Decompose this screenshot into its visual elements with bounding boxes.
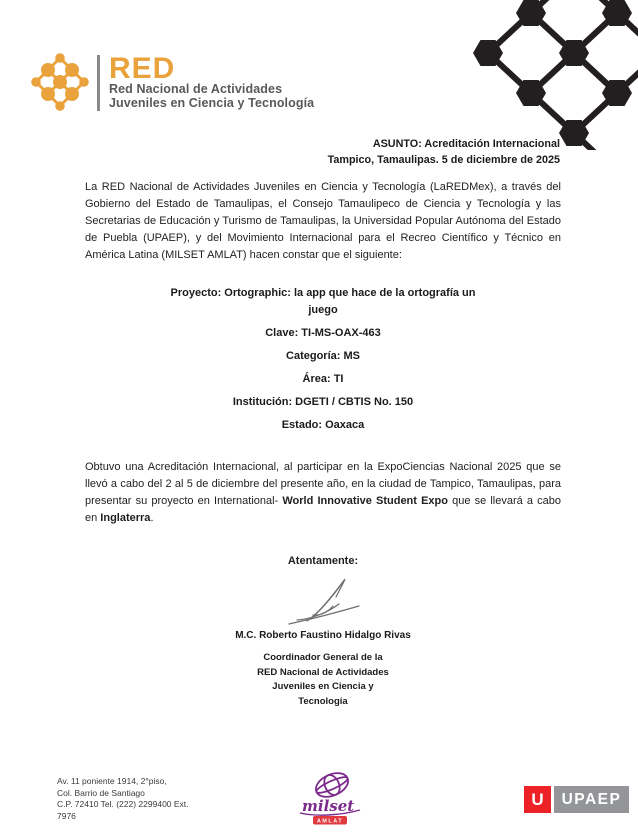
signatory-title-line2: RED Nacional de Actividades [257, 666, 389, 678]
detail-clave: Clave: TI-MS-OAX-463 [265, 327, 381, 339]
logo-subtitle-line1: Red Nacional de Actividades [109, 81, 283, 96]
result-text-1: Obtuvo una Acreditación Internacional, al participar en la ExpoCiencias Nacional 2025 que se llevó a cabo del 2 al 5 de diciembre del presente año, en la ciudad de Tampico, Tamaulipas, para presentar su proyecto en International- [85, 461, 561, 507]
hexagon-network-icon [430, 0, 638, 150]
subject-line: ASUNTO: Acreditación Internacional [372, 138, 560, 150]
amlat-badge [313, 816, 347, 825]
intro-paragraph: La RED Nacional de Actividades Juveniles en Ciencia y Tecnología (LaREDMex), a través del Gobierno del Estado de Tamaulipas, el Consejo Tamaulipeco de Ciencia y Tecnología y las Secretarias de Educación y Turismo de Tamaulipas, la Universidad Popular Autónoma del Estado de Puebla (UPAEP), y del Movimiento Internacional para el Recreo Científico y Técnico en América Latina (MILSET AMLAT) hacen constar que el siguiente: [85, 181, 561, 261]
signatory-title-line1: Coordinador General de la [263, 652, 383, 663]
signatory-name: M.C. Roberto Faustino Hidalgo Rivas [235, 630, 411, 641]
detail-area: Área: TI [302, 373, 344, 385]
detail-institucion: Institución: DGETI / CBTIS No. 150 [232, 396, 414, 408]
upaep-logo [524, 786, 629, 813]
footer-address [57, 776, 189, 822]
signatory-title-line3: Juveniles en Ciencia y [272, 681, 374, 692]
address-line2: Col. Barrio de Santiago [57, 787, 145, 798]
logo-text [109, 51, 315, 110]
milset-wordmark: milset [302, 797, 355, 815]
logo-divider [97, 55, 100, 111]
result-paragraph [85, 459, 561, 527]
detail-estado: Estado: Oaxaca [281, 419, 365, 431]
detail-categoria: Categoría: MS [286, 350, 360, 362]
red-logo [29, 50, 314, 114]
detail-proyecto: Proyecto: Ortographic: la app que hace de la ortografía un juego [170, 287, 476, 316]
letter-body [85, 179, 561, 709]
signatory-title [85, 651, 561, 709]
logo-wordmark: RED [109, 51, 176, 85]
project-details [85, 285, 561, 434]
address-line4: 7976 [57, 810, 76, 821]
date-line: Tampico, Tamaulipas. 5 de diciembre de 2025 [327, 153, 560, 166]
address-line3: C.P. 72410 Tel. (222) 2299400 Ext. [57, 799, 189, 809]
upaep-wordmark: UPAEP [554, 786, 629, 813]
red-node-network-icon [29, 50, 91, 114]
logo-subtitle-line2: Juveniles en Ciencia y Tecnología [109, 95, 315, 110]
address-line1: Av. 11 poniente 1914, 2°piso, [57, 776, 167, 786]
country-name: Inglaterra [100, 512, 151, 524]
result-text-end: . [150, 512, 154, 524]
signatory-title-line4: Tecnología [298, 695, 348, 707]
upaep-u-mark: U [524, 786, 551, 813]
milset-logo [294, 771, 366, 827]
result-text-2: que se llevará a cabo en [85, 495, 561, 524]
salutation: Atentamente: [287, 555, 359, 567]
subject-block [328, 137, 560, 168]
amlat-badge-label: AMLAT [316, 818, 344, 825]
signature-area [85, 571, 561, 709]
signature-scribble-icon [273, 571, 373, 627]
expo-name: World Innovative Student Expo [282, 495, 448, 507]
